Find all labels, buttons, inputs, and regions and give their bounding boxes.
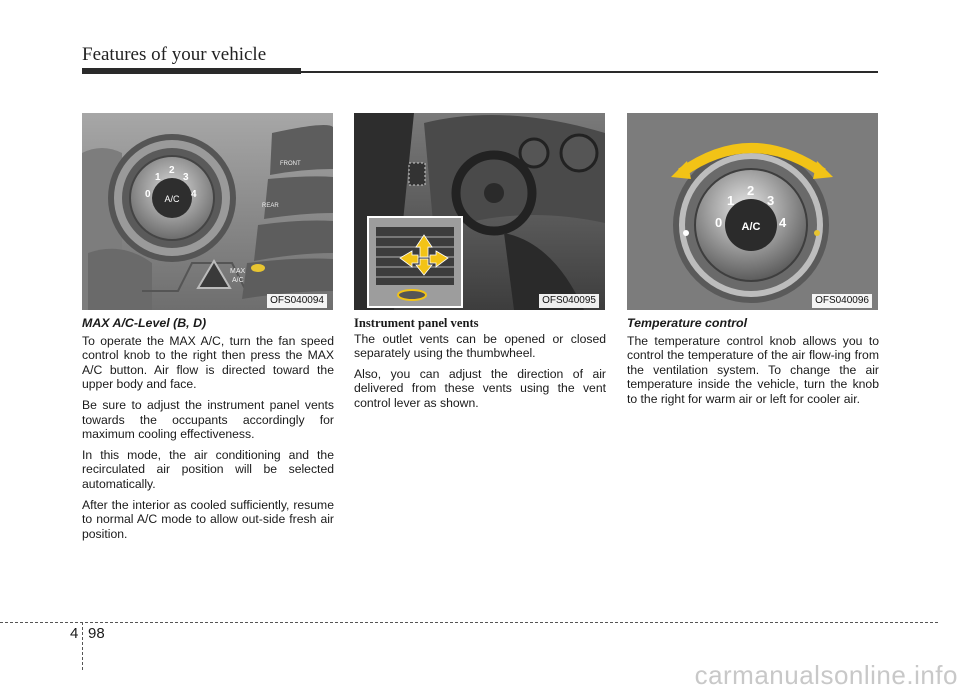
header-rule-thick [82, 68, 301, 74]
knob-number-1: 1 [727, 193, 735, 208]
knob-number-2: 2 [747, 183, 755, 198]
watermark: carmanualsonline.info [694, 660, 958, 690]
paragraph: Also, you can adjust the direction of air delivered from these vents using the vent control lever as shown. [354, 366, 606, 410]
climate-panel-illustration [82, 113, 333, 310]
footer-rule [0, 622, 938, 623]
paragraph: To operate the MAX A/C, turn the fan speed control knob to the right then press the MAX A/C button. Air flow is directed toward the upper body and face. [82, 333, 334, 392]
knob-number-4: 4 [779, 215, 787, 230]
knob-number-4: 4 [191, 189, 197, 200]
figure-climate-panel [82, 113, 333, 310]
page-number: 98 [88, 625, 105, 642]
paragraph: Be sure to adjust the instrument panel vents towards the occupants accordingly for maximum cooling effectiveness. [82, 397, 334, 442]
figure-instrument-vents [354, 113, 605, 310]
knob-center-label: A/C [741, 221, 761, 233]
footer-vertical-rule [82, 622, 83, 670]
figure-code: OFS040094 [267, 294, 327, 308]
paragraph: The outlet vents can be opened or closed separately using the thumbwheel. [354, 331, 606, 361]
max-ac-button-label: MAX [230, 268, 246, 275]
column-temperature-control [627, 316, 879, 413]
knob-number-0: 0 [145, 189, 151, 200]
figure-temperature-knob [627, 113, 878, 310]
paragraph: The temperature control knob allows you to control the temperature of the air flow-ing from the ventilation system. To change the air temperature inside the vehicle, turn the knob to the right for warm air or left for cooler air. [627, 333, 879, 406]
chapter-number: 4 [70, 625, 79, 642]
knob-number-2: 2 [169, 165, 175, 176]
knob-center-label: A/C [164, 194, 180, 204]
knob-number-0: 0 [715, 215, 723, 230]
knob-number-3: 3 [183, 172, 189, 183]
temperature-knob-illustration [627, 113, 878, 310]
knob-number-1: 1 [155, 172, 161, 183]
column-instrument-vents [354, 316, 606, 417]
paragraph: In this mode, the air conditioning and the recirculated air position will be selected automatically. [82, 447, 334, 491]
figure-code: OFS040095 [539, 294, 599, 308]
front-defrost-label: FRONT [280, 161, 301, 167]
rear-defrost-label: REAR [262, 203, 279, 209]
section-heading-max-ac: MAX A/C-Level (B, D) [82, 316, 207, 330]
instrument-vents-illustration [354, 113, 605, 310]
section-heading-temperature-control: Temperature control [627, 316, 748, 330]
paragraph: After the interior as cooled sufficiently, resume to normal A/C mode to allow out-side fresh air position. [82, 497, 334, 541]
knob-number-3: 3 [767, 193, 775, 208]
section-heading-instrument-vents: Instrument panel vents [354, 316, 479, 330]
figure-code: OFS040096 [812, 294, 872, 308]
header-rule-thin [301, 71, 878, 73]
max-ac-button-label-2: A/C [232, 277, 244, 284]
page-header-title: Features of your vehicle [82, 44, 267, 65]
column-max-ac [82, 316, 334, 547]
